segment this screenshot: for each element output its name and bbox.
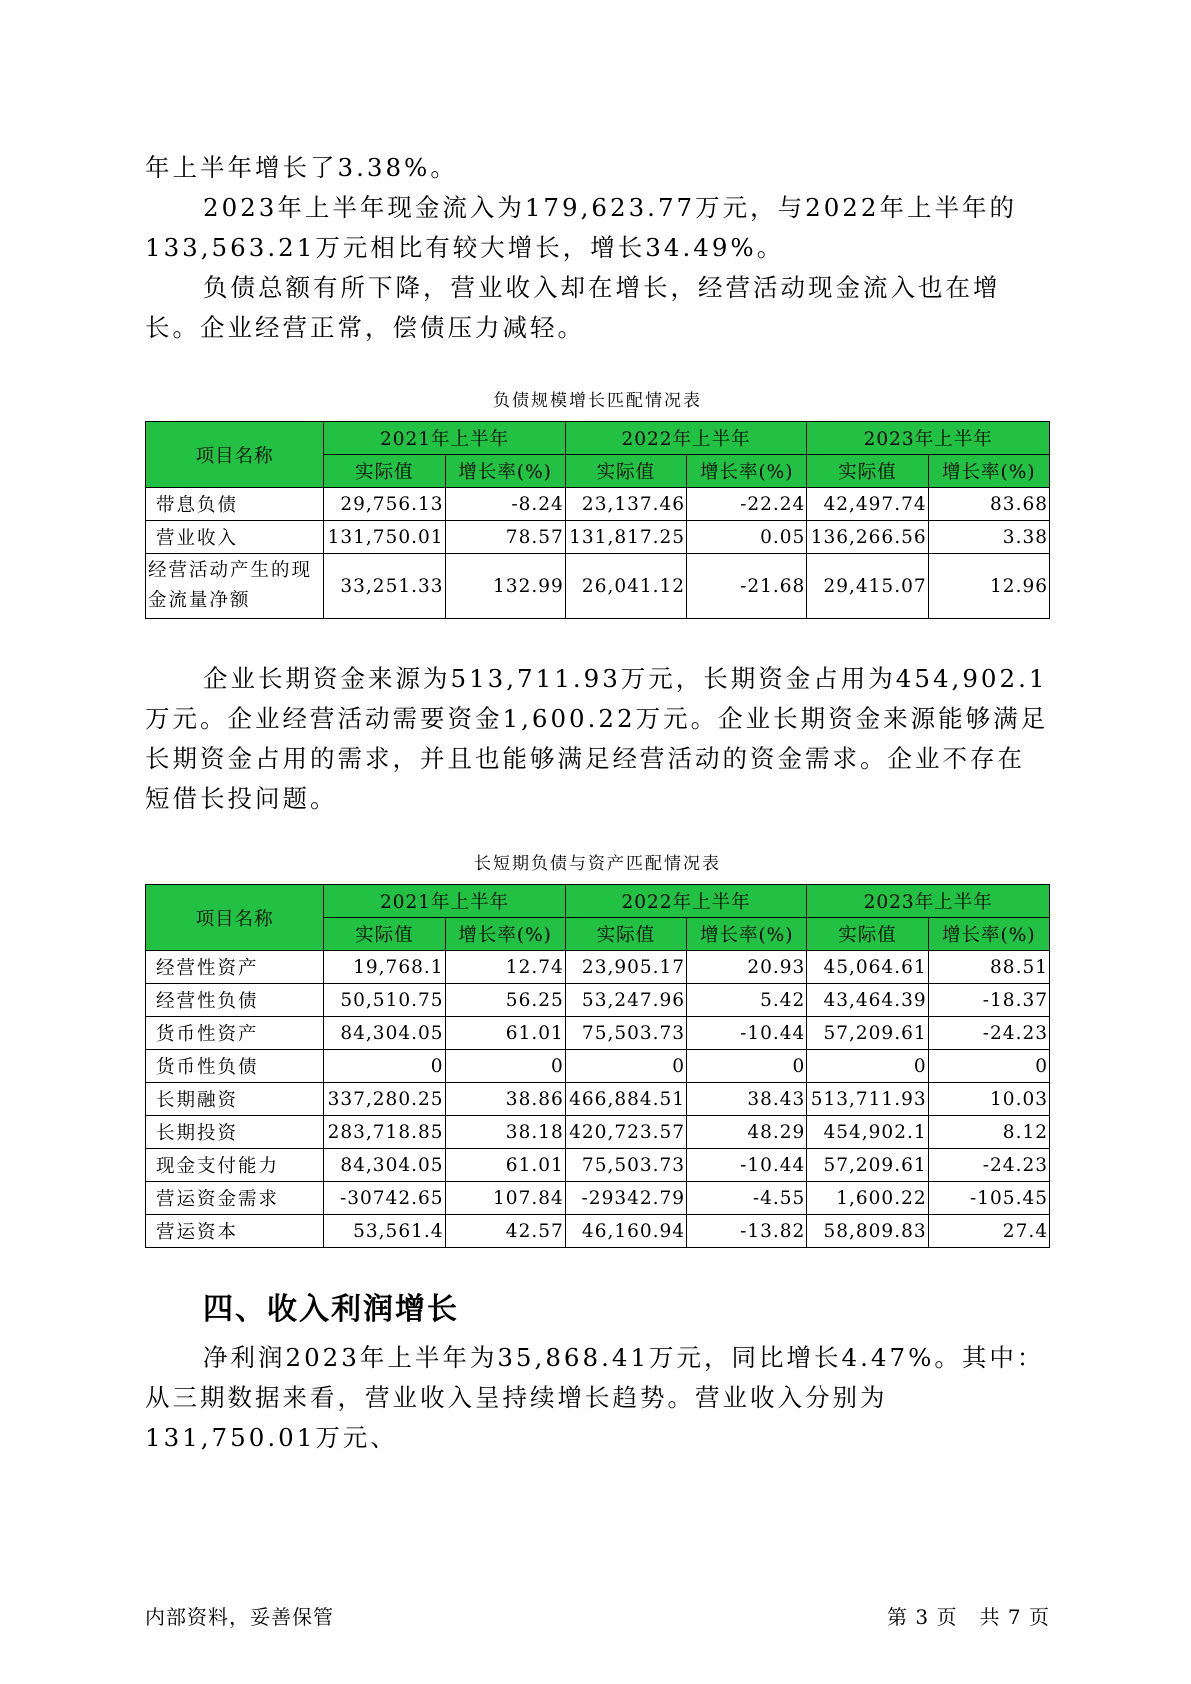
actual-value-cell: -29342.79 bbox=[565, 1182, 686, 1215]
growth-rate-cell: 38.86 bbox=[445, 1083, 565, 1116]
growth-rate-cell: 107.84 bbox=[445, 1182, 565, 1215]
growth-rate-cell: 61.01 bbox=[445, 1017, 565, 1050]
actual-value-cell: 57,209.61 bbox=[807, 1149, 928, 1182]
actual-value-cell: 29,415.07 bbox=[807, 554, 928, 619]
header-period: 2021年上半年 bbox=[324, 885, 566, 918]
growth-rate-cell: 78.57 bbox=[445, 521, 565, 554]
table1-caption: 负债规模增长匹配情况表 bbox=[493, 391, 702, 411]
actual-value-cell: 58,809.83 bbox=[807, 1215, 928, 1248]
row-label: 营运资本 bbox=[146, 1215, 324, 1248]
header-period: 2021年上半年 bbox=[324, 422, 566, 455]
actual-value-cell: 420,723.57 bbox=[565, 1116, 686, 1149]
header-actual: 实际值 bbox=[324, 455, 445, 488]
actual-value-cell: 53,247.96 bbox=[565, 984, 686, 1017]
actual-value-cell: 29,756.13 bbox=[324, 488, 445, 521]
actual-value-cell: 0 bbox=[807, 1050, 928, 1083]
growth-rate-cell: 0 bbox=[928, 1050, 1049, 1083]
growth-rate-cell: -105.45 bbox=[928, 1182, 1049, 1215]
table-row bbox=[146, 1050, 1050, 1083]
growth-rate-cell: 8.12 bbox=[928, 1116, 1049, 1149]
growth-rate-cell: -18.37 bbox=[928, 984, 1049, 1017]
actual-value-cell: 33,251.33 bbox=[324, 554, 445, 619]
debt-scale-table bbox=[145, 421, 1050, 619]
header-period: 2023年上半年 bbox=[807, 422, 1050, 455]
growth-rate-cell: 20.93 bbox=[687, 951, 807, 984]
actual-value-cell: 53,561.4 bbox=[324, 1215, 445, 1248]
growth-rate-cell: -21.68 bbox=[687, 554, 807, 619]
actual-value-cell: 75,503.73 bbox=[565, 1017, 686, 1050]
growth-rate-cell: -22.24 bbox=[687, 488, 807, 521]
actual-value-cell: 131,817.25 bbox=[565, 521, 686, 554]
actual-value-cell: 84,304.05 bbox=[324, 1017, 445, 1050]
growth-rate-cell: 61.01 bbox=[445, 1149, 565, 1182]
table-row bbox=[146, 951, 1050, 984]
page-content bbox=[145, 148, 1050, 1458]
header-actual: 实际值 bbox=[807, 455, 928, 488]
actual-value-cell: 84,304.05 bbox=[324, 1149, 445, 1182]
table-row bbox=[146, 1149, 1050, 1182]
growth-rate-cell: -4.55 bbox=[687, 1182, 807, 1215]
table-row bbox=[146, 1215, 1050, 1248]
header-growth: 增长率(%) bbox=[928, 918, 1049, 951]
table-row bbox=[146, 984, 1050, 1017]
header-growth: 增长率(%) bbox=[687, 455, 807, 488]
paragraph-5: 净利润2023年上半年为35,868.41万元，同比增长4.47%。其中：从三期数据来看，营业收入呈持续增长趋势。营业收入分别为131,750.01万元、 bbox=[145, 1343, 1045, 1452]
table-row bbox=[146, 488, 1050, 521]
header-period: 2022年上半年 bbox=[565, 885, 807, 918]
actual-value-cell: 26,041.12 bbox=[565, 554, 686, 619]
row-label: 长期融资 bbox=[146, 1083, 324, 1116]
growth-rate-cell: -24.23 bbox=[928, 1017, 1049, 1050]
growth-rate-cell: 0.05 bbox=[687, 521, 807, 554]
growth-rate-cell: 38.18 bbox=[445, 1116, 565, 1149]
actual-value-cell: 466,884.51 bbox=[565, 1083, 686, 1116]
header-growth: 增长率(%) bbox=[445, 455, 565, 488]
header-growth: 增长率(%) bbox=[687, 918, 807, 951]
table-row bbox=[146, 1182, 1050, 1215]
row-label: 长期投资 bbox=[146, 1116, 324, 1149]
row-label: 带息负债 bbox=[146, 488, 324, 521]
actual-value-cell: 46,160.94 bbox=[565, 1215, 686, 1248]
growth-rate-cell: 38.43 bbox=[687, 1083, 807, 1116]
footer-page-number: 第 3 页 共 7 页 bbox=[887, 1605, 1050, 1629]
growth-rate-cell: 42.57 bbox=[445, 1215, 565, 1248]
actual-value-cell: 50,510.75 bbox=[324, 984, 445, 1017]
growth-rate-cell: -8.24 bbox=[445, 488, 565, 521]
growth-rate-cell: 83.68 bbox=[928, 488, 1049, 521]
actual-value-cell: 136,266.56 bbox=[807, 521, 928, 554]
actual-value-cell: 23,905.17 bbox=[565, 951, 686, 984]
footer-confidential-note: 内部资料，妥善保管 bbox=[145, 1605, 334, 1629]
actual-value-cell: 0 bbox=[565, 1050, 686, 1083]
actual-value-cell: 42,497.74 bbox=[807, 488, 928, 521]
growth-rate-cell: 5.42 bbox=[687, 984, 807, 1017]
growth-rate-cell: 3.38 bbox=[928, 521, 1049, 554]
actual-value-cell: -30742.65 bbox=[324, 1182, 445, 1215]
table-row bbox=[146, 1116, 1050, 1149]
header-period: 2022年上半年 bbox=[565, 422, 807, 455]
table-row bbox=[146, 554, 1050, 619]
header-item-name: 项目名称 bbox=[146, 885, 324, 951]
paragraph-3: 负债总额有所下降，营业收入却在增长，经营活动现金流入也在增长。企业经营正常，偿债压力减轻。 bbox=[145, 273, 1001, 342]
table2-body bbox=[146, 951, 1050, 1248]
header-actual: 实际值 bbox=[324, 918, 445, 951]
growth-rate-cell: 10.03 bbox=[928, 1083, 1049, 1116]
actual-value-cell: 131,750.01 bbox=[324, 521, 445, 554]
row-label: 现金支付能力 bbox=[146, 1149, 324, 1182]
row-label: 经营活动产生的现金流量净额 bbox=[146, 554, 324, 619]
actual-value-cell: 337,280.25 bbox=[324, 1083, 445, 1116]
paragraph-4: 企业长期资金来源为513,711.93万元，长期资金占用为454,902.1万元。企业经营活动需要资金1,600.22万元。企业长期资金来源能够满足长期资金占用的需求，并且也能够满足经营活动的资金需求。企业不存在短借长投问题。 bbox=[145, 664, 1049, 813]
actual-value-cell: 1,600.22 bbox=[807, 1182, 928, 1215]
asset-liability-match-table bbox=[145, 884, 1050, 1248]
section-heading: 四、收入利润增长 bbox=[203, 1292, 459, 1327]
table-row bbox=[146, 1083, 1050, 1116]
table1-body bbox=[146, 488, 1050, 619]
table-row bbox=[146, 1017, 1050, 1050]
paragraph-2: 2023年上半年现金流入为179,623.77万元，与2022年上半年的133,563.21万元相比有较大增长，增长34.49%。 bbox=[145, 193, 1017, 262]
actual-value-cell: 75,503.73 bbox=[565, 1149, 686, 1182]
row-label: 货币性负债 bbox=[146, 1050, 324, 1083]
header-actual: 实际值 bbox=[565, 455, 686, 488]
actual-value-cell: 57,209.61 bbox=[807, 1017, 928, 1050]
actual-value-cell: 454,902.1 bbox=[807, 1116, 928, 1149]
row-label: 经营性资产 bbox=[146, 951, 324, 984]
growth-rate-cell: 132.99 bbox=[445, 554, 565, 619]
growth-rate-cell: 88.51 bbox=[928, 951, 1049, 984]
growth-rate-cell: -10.44 bbox=[687, 1017, 807, 1050]
row-label: 经营性负债 bbox=[146, 984, 324, 1017]
header-actual: 实际值 bbox=[565, 918, 686, 951]
header-period: 2023年上半年 bbox=[807, 885, 1050, 918]
growth-rate-cell: -24.23 bbox=[928, 1149, 1049, 1182]
growth-rate-cell: 56.25 bbox=[445, 984, 565, 1017]
header-growth: 增长率(%) bbox=[445, 918, 565, 951]
actual-value-cell: 513,711.93 bbox=[807, 1083, 928, 1116]
growth-rate-cell: 0 bbox=[687, 1050, 807, 1083]
actual-value-cell: 19,768.1 bbox=[324, 951, 445, 984]
paragraph-1: 年上半年增长了3.38%。 bbox=[145, 153, 458, 182]
header-actual: 实际值 bbox=[807, 918, 928, 951]
growth-rate-cell: -13.82 bbox=[687, 1215, 807, 1248]
table-row bbox=[146, 521, 1050, 554]
actual-value-cell: 23,137.46 bbox=[565, 488, 686, 521]
growth-rate-cell: 27.4 bbox=[928, 1215, 1049, 1248]
actual-value-cell: 283,718.85 bbox=[324, 1116, 445, 1149]
row-label: 营运资金需求 bbox=[146, 1182, 324, 1215]
header-growth: 增长率(%) bbox=[928, 455, 1049, 488]
growth-rate-cell: 0 bbox=[445, 1050, 565, 1083]
row-label: 营业收入 bbox=[146, 521, 324, 554]
header-item-name: 项目名称 bbox=[146, 422, 324, 488]
row-label: 货币性资产 bbox=[146, 1017, 324, 1050]
growth-rate-cell: 12.74 bbox=[445, 951, 565, 984]
table2-caption: 长短期负债与资产匹配情况表 bbox=[474, 854, 721, 874]
actual-value-cell: 43,464.39 bbox=[807, 984, 928, 1017]
actual-value-cell: 0 bbox=[324, 1050, 445, 1083]
actual-value-cell: 45,064.61 bbox=[807, 951, 928, 984]
growth-rate-cell: 12.96 bbox=[928, 554, 1049, 619]
growth-rate-cell: 48.29 bbox=[687, 1116, 807, 1149]
growth-rate-cell: -10.44 bbox=[687, 1149, 807, 1182]
